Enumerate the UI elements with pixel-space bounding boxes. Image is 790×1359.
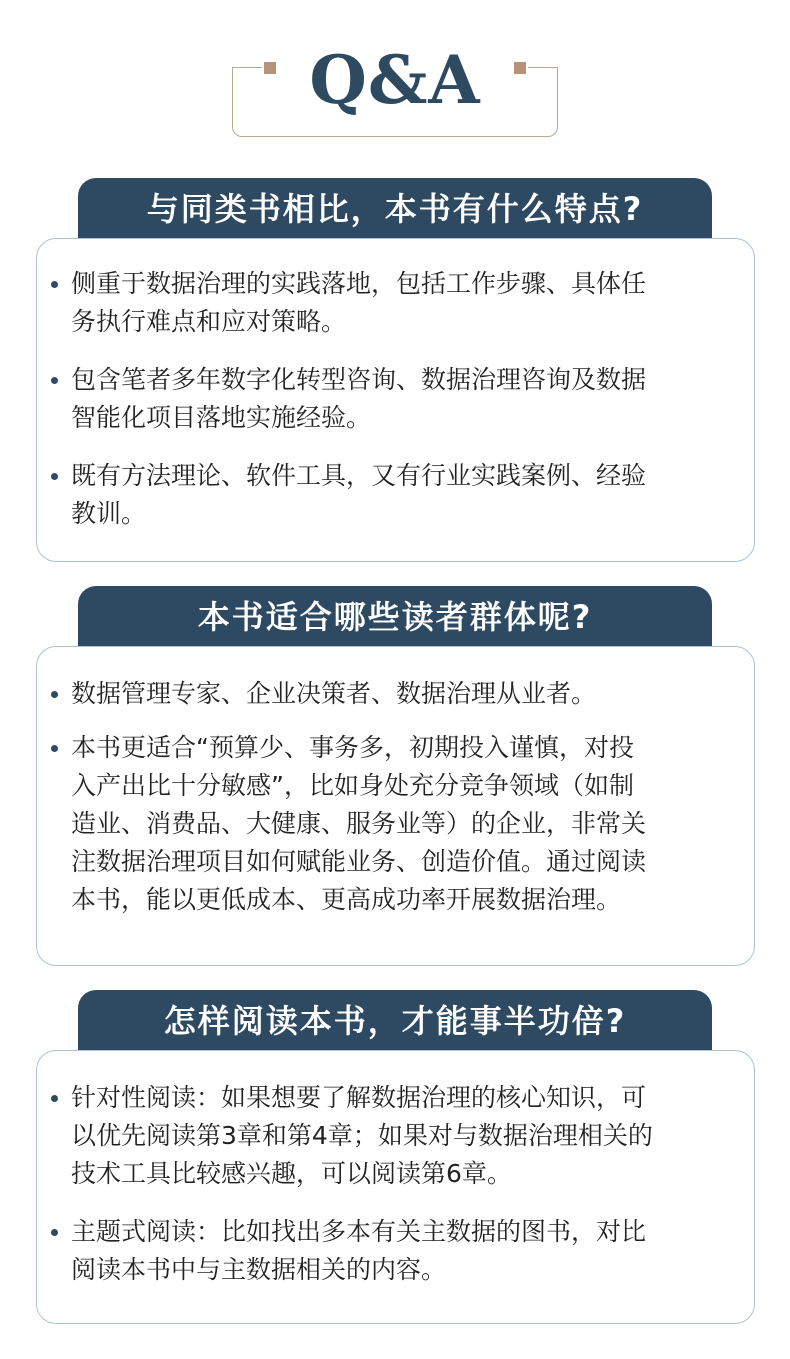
text-line: 技术工具比较感兴趣，可以阅读第6章。 [71, 1159, 512, 1188]
decor-square-right [514, 62, 526, 74]
text-line: 造业、消费品、大健康、服务业等）的企业，非常关 [71, 809, 647, 838]
list-item [51, 457, 736, 533]
list-item [51, 265, 736, 341]
question-heading: 怎样阅读本书，才能事半功倍? [78, 990, 712, 1052]
list-item-text [71, 1213, 736, 1289]
list-item [51, 1213, 736, 1289]
question-heading: 与同类书相比，本书有什么特点? [78, 178, 712, 240]
list-item-text [71, 1079, 736, 1193]
qa-section-audience [36, 586, 755, 966]
bullet-icon [51, 1095, 58, 1102]
list-item-text [71, 265, 736, 341]
bullet-icon [51, 1229, 58, 1236]
text-line: 针对性阅读：如果想要了解数据治理的核心知识，可 [71, 1083, 647, 1112]
text-line: 注数据治理项目如何赋能业务、创造价值。通过阅读 [71, 847, 647, 876]
bullet-icon [51, 745, 58, 752]
text-line: 本书更适合“预算少、事务多，初期投入谨慎，对投 [71, 733, 634, 762]
answer-card [36, 1050, 755, 1324]
bullet-icon [51, 281, 58, 288]
title-frame-top-right [528, 67, 558, 68]
text-line: 本书，能以更低成本、更高成功率开展数据治理。 [71, 885, 622, 914]
text-line: 主题式阅读：比如找出多本有关主数据的图书，对比 [71, 1217, 647, 1246]
bullet-icon [51, 377, 58, 384]
title-frame-top-left [232, 67, 262, 68]
question-heading: 本书适合哪些读者群体呢? [78, 586, 712, 648]
text-line: 以优先阅读第3章和第4章；如果对与数据治理相关的 [71, 1121, 653, 1150]
answer-card [36, 238, 755, 562]
answer-card [36, 646, 755, 966]
text-line: 既有方法理论、软件工具，又有行业实践案例、经验 [71, 461, 647, 490]
bullet-icon [51, 691, 58, 698]
list-item-text [71, 729, 736, 919]
qa-section-features [36, 178, 755, 562]
list-item [51, 729, 736, 919]
text-line: 教训。 [71, 499, 147, 528]
text-line: 数据管理专家、企业决策者、数据治理从业者。 [71, 679, 597, 708]
list-item [51, 675, 736, 713]
list-item-text [71, 361, 736, 437]
text-line: 阅读本书中与主数据相关的内容。 [71, 1255, 447, 1284]
text-line: 务执行难点和应对策略。 [71, 307, 347, 336]
list-item-text [71, 675, 736, 713]
text-line: 包含笔者多年数字化转型咨询、数据治理咨询及数据 [71, 365, 647, 394]
page-title: Q&A [309, 41, 481, 119]
list-item [51, 1079, 736, 1193]
text-line: 侧重于数据治理的实践落地，包括工作步骤、具体任 [71, 269, 647, 298]
qa-section-reading [36, 990, 755, 1324]
list-item-text [71, 457, 736, 533]
decor-square-left [264, 62, 276, 74]
text-line: 智能化项目落地实施经验。 [71, 403, 372, 432]
text-line: 入产出比十分敏感”，比如身处充分竞争领域（如制 [71, 771, 634, 800]
bullet-icon [51, 473, 58, 480]
list-item [51, 361, 736, 437]
